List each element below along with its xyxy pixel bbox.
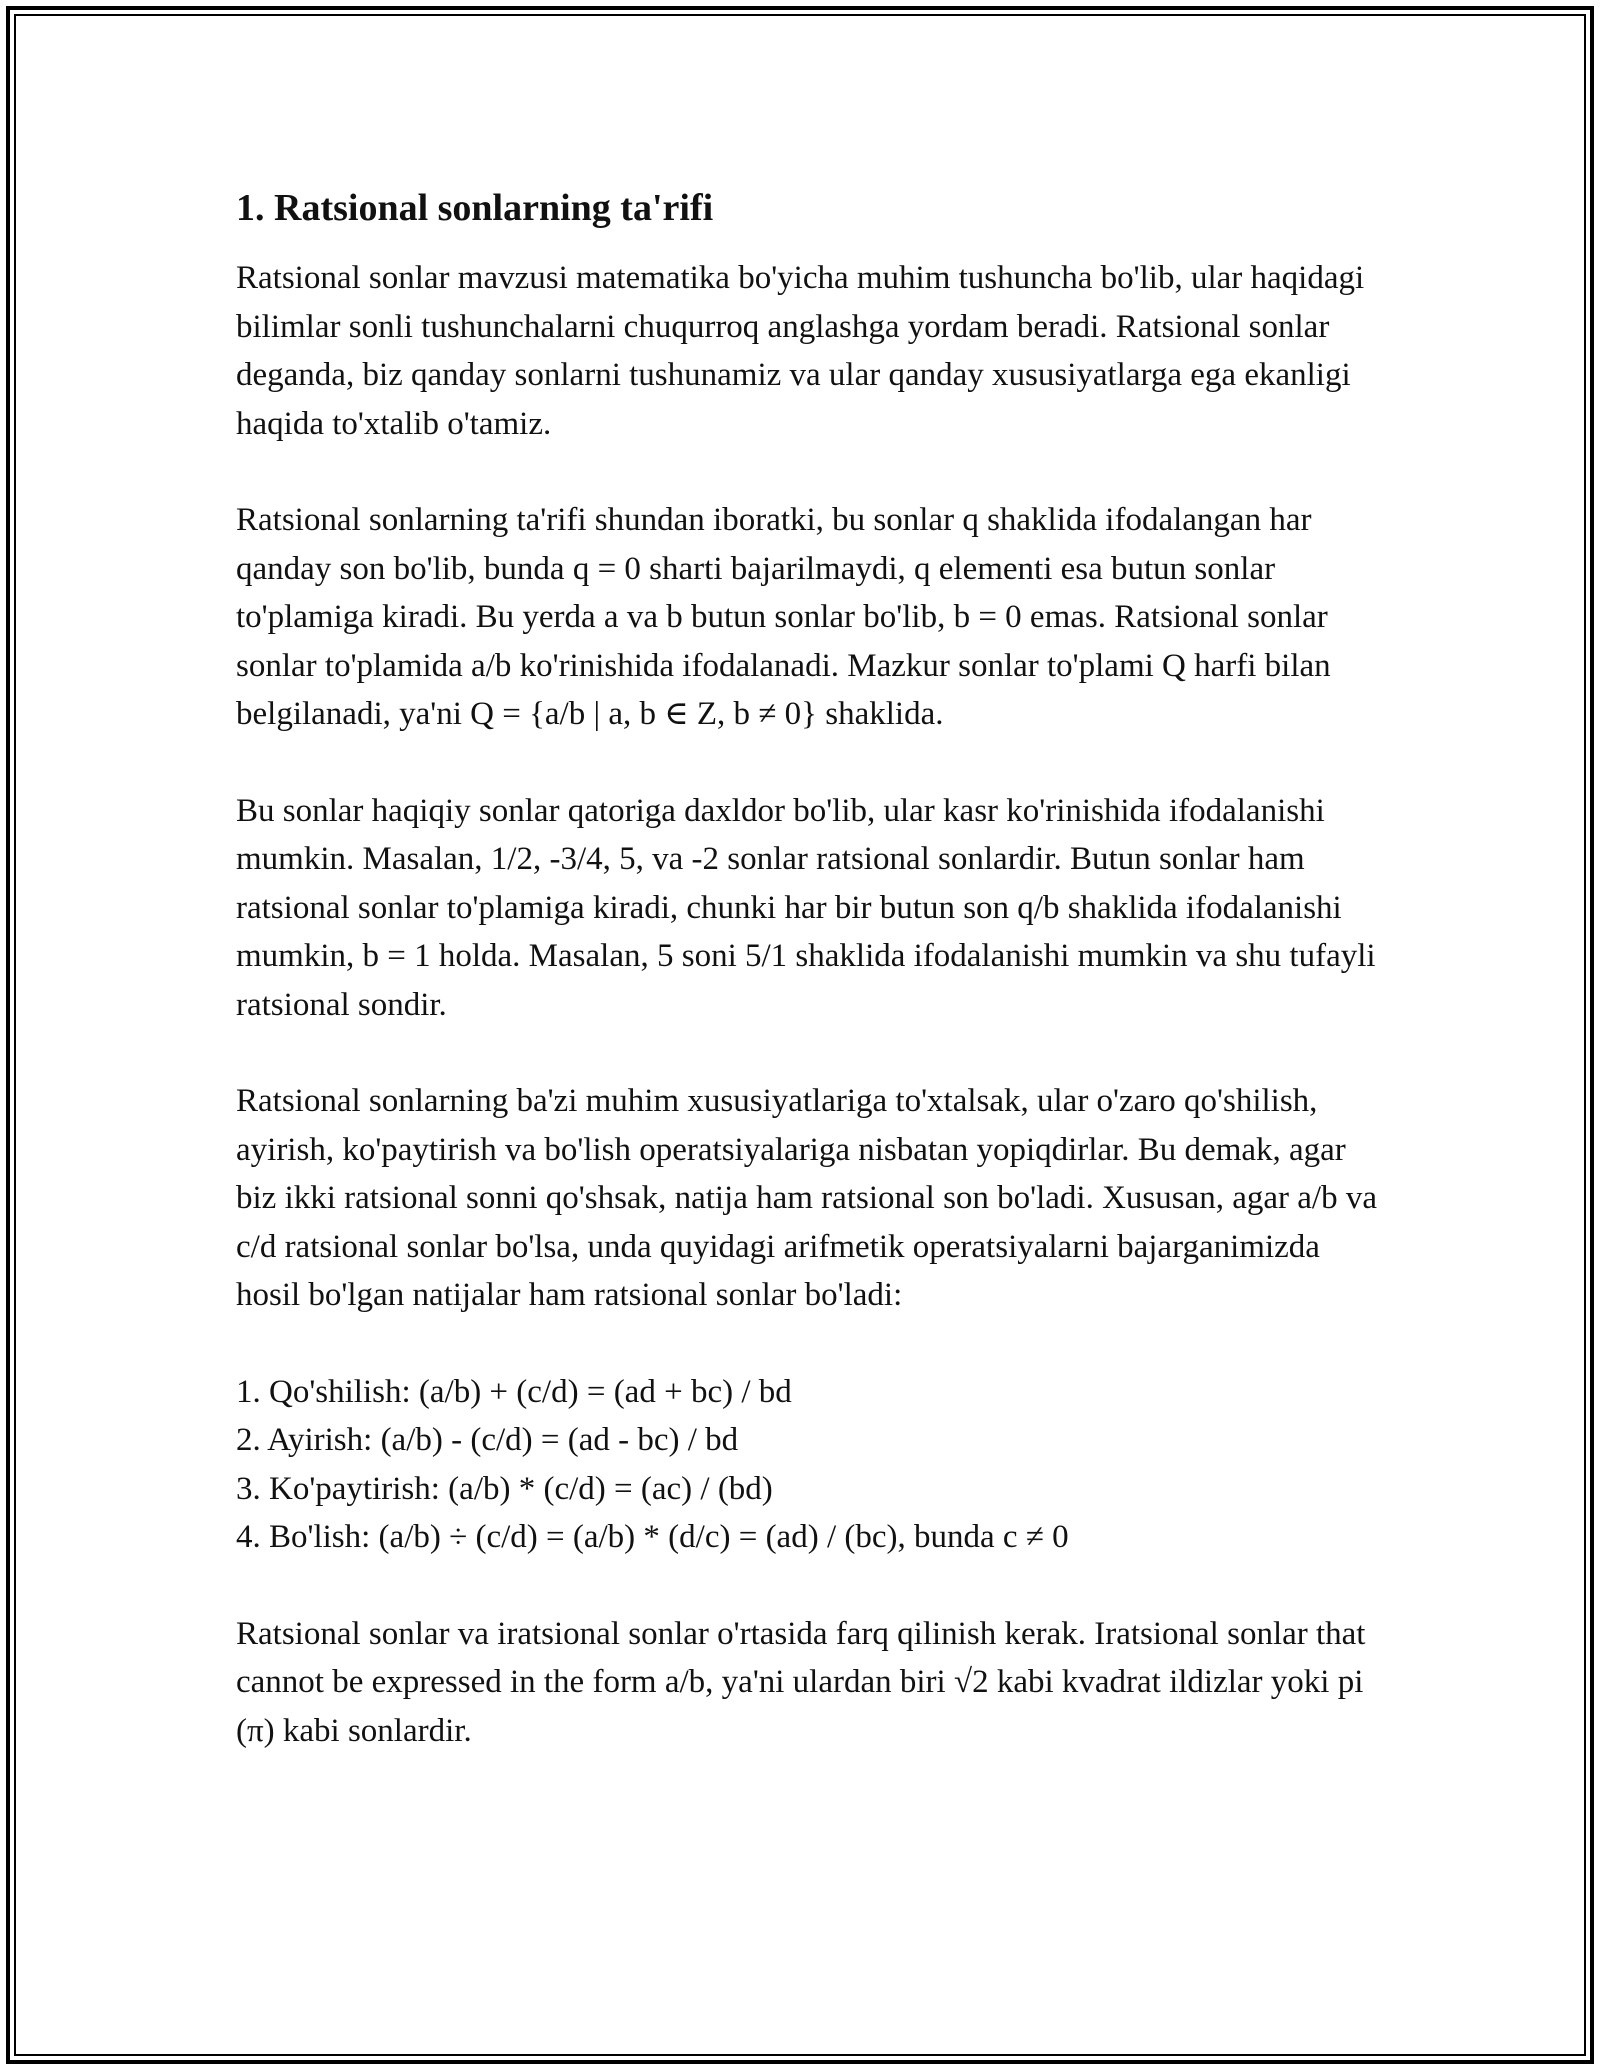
paragraph-properties: Ratsional sonlarning ba'zi muhim xususiyatlariga to'xtalsak, ular o'zaro qo'shilish, ayirish, ko'paytirish va bo'lish operatsiyalariga nisbatan yopiqdirlar. Bu demak, agar biz ikki ratsional sonni qo'shsak, natija ham ratsional son bo'ladi. Xususan, agar a/b va c/d ratsional sonlar bo'lsa, unda quyidagi arifmetik operatsiyalarni bajarganimizda hosil bo'lgan natijalar ham ratsional sonlar bo'ladi: — [236, 1083, 1377, 1313]
section-heading: 1. Ratsional sonlarning ta'rifi — [236, 187, 714, 229]
operations-list — [236, 1368, 1378, 1562]
paragraph-examples: Bu sonlar haqiqiy sonlar qatoriga daxldor bo'lib, ular kasr ko'rinishida ifodalanishi mumkin. Masalan, 1/2, -3/4, 5, va -2 sonlar ratsional sonlardir. Butun sonlar ham ratsional sonlar to'plamiga kiradi, chunki har bir butun son q/b shaklida ifodalanishi mumkin, b = 1 holda. Masalan, 5 soni 5/1 shaklida ifodalanishi mumkin va shu tufayli ratsional sondir. — [236, 792, 1376, 1023]
paragraph-intro: Ratsional sonlar mavzusi matematika bo'yicha muhim tushuncha bo'lib, ular haqidagi bilimlar sonli tushunchalarni chuqurroq anglashga yordam beradi. Ratsional sonlar deganda, biz qanday sonlarni tushunamiz va ular qanday xususiyatlarga ega ekanligi haqida to'xtalib o'tamiz. — [236, 260, 1365, 442]
operation-division: 4. Bo'lish: (a/b) ÷ (c/d) = (a/b) * (d/c) = (ad) / (bc), bunda c ≠ 0 — [236, 1519, 1069, 1555]
document-body — [236, 184, 1378, 1803]
operation-subtraction: 2. Ayirish: (a/b) - (c/d) = (ad - bc) / bd — [236, 1422, 739, 1458]
operation-addition: 1. Qo'shilish: (a/b) + (c/d) = (ad + bc) / bd — [236, 1373, 792, 1410]
paragraph-definition: Ratsional sonlarning ta'rifi shundan iboratki, bu sonlar q shaklida ifodalangan har qanday son bo'lib, bunda q = 0 sharti bajarilmaydi, q elementi esa butun sonlar to'plamiga kiradi. Bu yerda a va b butun sonlar bo'lib, b = 0 emas. Ratsional sonlar sonlar to'plamida a/b ko'rinishida ifodalanadi. Mazkur sonlar to'plami Q harfi bilan belgilanadi, ya'ni Q = {a/b | a, b ∈ Z, b ≠ 0} shaklida. — [236, 502, 1331, 732]
paragraph-irrational: Ratsional sonlar va iratsional sonlar o'rtasida farq qilinish kerak. Iratsional sonlar that cannot be expressed in the form a/b, ya'ni ulardan biri √2 kabi kvadrat ildizlar yoki pi (π) kabi sonlardir. — [236, 1615, 1366, 1749]
operation-multiplication: 3. Ko'paytirish: (a/b) * (c/d) = (ac) / (bd) — [236, 1470, 773, 1507]
